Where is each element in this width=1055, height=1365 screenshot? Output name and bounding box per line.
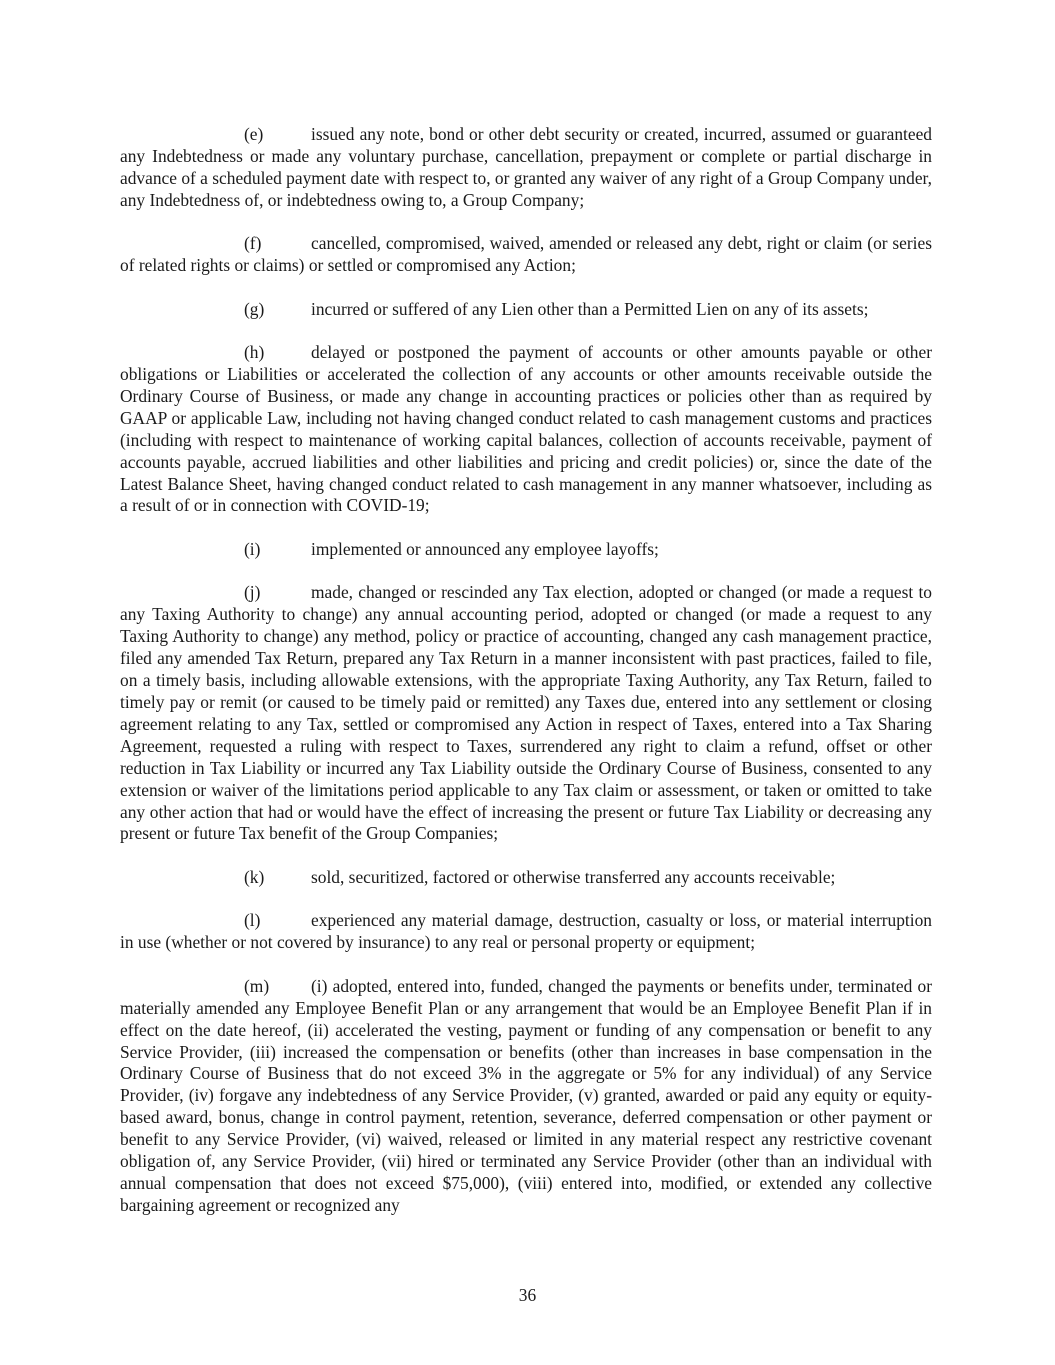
- clause-text: (i) adopted, entered into, funded, changed the payments or benefits under, terminated or materially amended any Employee Benefit Plan or any arrangement that would be an Employee Benefit Plan if in effect on the date hereof, (ii) accelerated the vesting, payment or funding of any compensation or benefit to any Service Provider, (iii) increased the compensation or benefits (other than increases in base compensation in the Ordinary Course of Business that do not exceed 3% in the aggregate or 5% for any individual) of any Service Provider, (iv) forgave any indebtedness of any Service Provider, (v) granted, awarded or paid any equity or equity-based award, bonus, change in control payment, retention, severance, deferred compensation or other payment or benefit to any Service Provider, (vi) waived, released or limited in any material respect any restrictive covenant obligation of, any Service Provider, (vii) hired or terminated any Service Provider (other than an individual with annual compensation that does not exceed $75,000), (viii) entered into, modified, or extended any collective bargaining agreement or recognized any: [120, 975, 932, 1215]
- clause-label: (k): [244, 866, 265, 887]
- document-body: [120, 124, 932, 1238]
- clause-text: issued any note, bond or other debt security or created, incurred, assumed or guaranteed any Indebtedness or made any voluntary purchase, cancellation, prepayment or complete or partial discharge in advance of a scheduled payment date with respect to, or granted any waiver of any right of a Group Company under, any Indebtedness of, or indebtedness owing to, a Group Company;: [120, 124, 932, 210]
- clause-j: [120, 582, 932, 845]
- clause-k: [120, 867, 932, 889]
- clause-g: [120, 299, 932, 321]
- clause-label: (i): [244, 538, 261, 559]
- clause-label: (f): [244, 233, 262, 254]
- clause-label: (j): [244, 582, 261, 603]
- clause-label: (h): [244, 342, 265, 363]
- clause-h: [120, 342, 932, 517]
- clause-text: delayed or postponed the payment of accounts or other amounts payable or other obligations or Liabilities or accelerated the collection of any accounts or other amounts receivable outside the Ordinary Course of Business, or made any change in accounting practices or policies other than as required by GAAP or applicable Law, including not having changed conduct related to cash management customs and practices (including with respect to maintenance of working capital balances, collection of accounts receivable, payment of accounts payable, accrued liabilities and other liabilities and pricing and credit policies) or, since the date of the Latest Balance Sheet, having changed conduct related to cash management in any manner whatsoever, including as a result of or in connection with COVID-19;: [120, 342, 932, 516]
- clause-label: (e): [244, 124, 264, 144]
- clause-text: implemented or announced any employee layoffs;: [311, 538, 659, 559]
- clause-text: made, changed or rescinded any Tax election, adopted or changed (or made a request to any Taxing Authority to change) any annual accounting period, adopted or changed (or made a request to any Taxing Authority to change) any method, policy or practice of accounting, changed any cash management practice, filed any amended Tax Return, prepared any Tax Return in a manner inconsistent with past practices, failed to file, on a timely basis, including allowable extensions, with the appropriate Taxing Authority, any Tax Return, failed to timely pay or remit (or caused to be timely paid or remitted) any Taxes due, entered into any settlement or closing agreement relating to any Tax, settled or compromised any Action in respect of Taxes, entered into a Tax Sharing Agreement, requested a ruling with respect to Taxes, surrendered any right to claim a refund, offset or other reduction in Tax Liability or incurred any Tax Liability outside the Ordinary Course of Business, consented to any extension or waiver of the limitations period applicable to any Tax claim or assessment, or taken or omitted to take any other action that had or would have the effect of increasing the present or future Tax Liability or decreasing any present or future Tax benefit of the Group Companies;: [120, 582, 932, 844]
- clause-label: (l): [244, 910, 261, 931]
- clause-text: sold, securitized, factored or otherwise transferred any accounts receivable;: [311, 866, 836, 887]
- clause-label: (m): [244, 975, 270, 996]
- clause-text: incurred or suffered of any Lien other than a Permitted Lien on any of its assets;: [311, 298, 869, 319]
- clause-m: [120, 976, 932, 1217]
- page-number: 36: [518, 1285, 537, 1305]
- clause-e: [120, 124, 932, 212]
- clause-text: experienced any material damage, destruction, casualty or loss, or material interruption in use (whether or not covered by insurance) to any real or personal property or equipment;: [120, 910, 932, 953]
- clause-text: cancelled, compromised, waived, amended or released any debt, right or claim (or series of related rights or claims) or settled or compromised any Action;: [120, 233, 932, 276]
- clause-l: [120, 910, 932, 954]
- clause-label: (g): [244, 298, 265, 319]
- clause-i: [120, 539, 932, 561]
- clause-f: [120, 233, 932, 277]
